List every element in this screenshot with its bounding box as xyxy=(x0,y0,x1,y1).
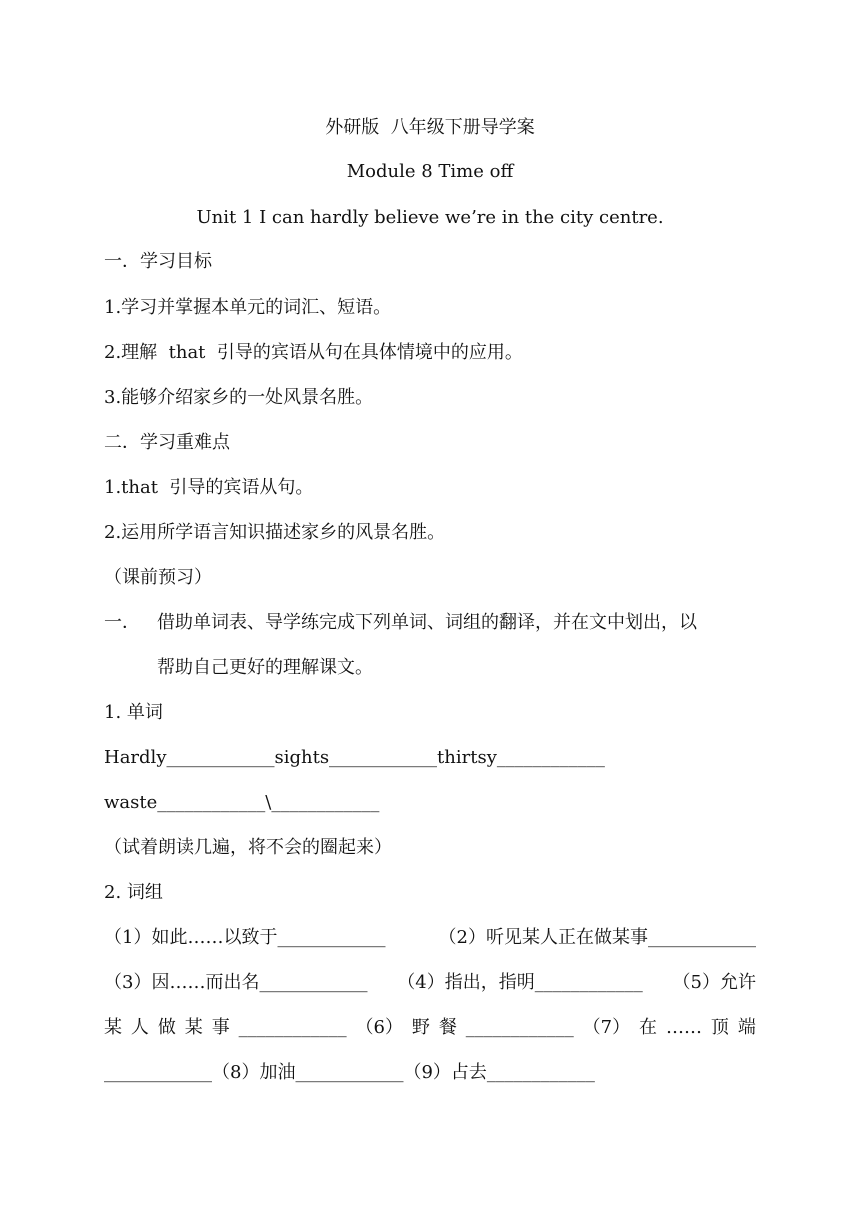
preview-label: （课前预习） xyxy=(104,567,212,588)
unit-title: Unit 1 I can hardly believe we’re in the city centre. xyxy=(196,207,664,228)
phrase-fragment: （6） xyxy=(355,1017,403,1038)
phrases-heading: 2. 词组 xyxy=(104,882,163,903)
goal-item: 3.能够介绍家乡的一处风景名胜。 xyxy=(104,387,374,408)
phrase-fragment: 做 xyxy=(157,1017,176,1038)
phrase-row: ____________（8）加油____________（9）占去____________ xyxy=(104,1062,595,1083)
words-blank-line: waste____________\____________ xyxy=(104,792,380,813)
task-instruction-line2: 帮助自己更好的理解课文。 xyxy=(157,657,373,678)
section-heading-goals: 一．学习目标 xyxy=(104,251,212,272)
phrase-row xyxy=(104,926,756,950)
phrase-fragment: 餐 xyxy=(438,1017,457,1038)
words-note: （试着朗读几遍，将不会的圈起来） xyxy=(104,837,392,858)
phrase-item: （1）如此……以致于____________ xyxy=(104,927,386,948)
key-point-item: 1.that 引导的宾语从句。 xyxy=(104,477,314,498)
words-heading: 1. 单词 xyxy=(104,702,163,723)
phrase-row xyxy=(104,971,756,995)
phrase-item: （5）允许 xyxy=(672,972,756,993)
phrase-fragment: 人 xyxy=(130,1017,149,1038)
goal-item: 1.学习并掌握本单元的词汇、短语。 xyxy=(104,297,392,318)
phrase-row xyxy=(104,1016,756,1040)
phrase-fragment: 顶 xyxy=(710,1017,729,1038)
document-title: 外研版 八年级下册导学案 xyxy=(325,117,535,138)
phrase-item: （2）听见某人正在做某事____________ xyxy=(438,927,756,948)
phrase-item: （3）因……而出名____________ xyxy=(104,972,368,993)
phrase-fragment: 事 xyxy=(211,1017,230,1038)
phrase-fragment: …… xyxy=(665,1017,702,1038)
phrase-fragment: 野 xyxy=(411,1017,430,1038)
section-heading-key-points: 二．学习重难点 xyxy=(104,432,230,453)
task-number: 一． xyxy=(104,612,140,633)
goal-item: 2.理解 that 引导的宾语从句在具体情境中的应用。 xyxy=(104,342,523,363)
key-point-item: 2.运用所学语言知识描述家乡的风景名胜。 xyxy=(104,522,446,543)
phrase-fragment: ____________ xyxy=(238,1017,347,1038)
phrase-fragment: 在 xyxy=(639,1017,658,1038)
phrase-fragment: 某 xyxy=(104,1017,122,1038)
words-blank-line: Hardly____________sights____________thirtsy____________ xyxy=(104,747,605,768)
phrase-fragment: （7） xyxy=(582,1017,631,1038)
phrase-fragment: 某 xyxy=(184,1017,203,1038)
task-instruction-line1: 借助单词表、导学练完成下列单词、词组的翻译，并在文中划出，以 xyxy=(157,612,697,633)
phrase-item: （4）指出，指明____________ xyxy=(397,972,643,993)
phrase-fragment: 端 xyxy=(737,1017,756,1038)
phrase-fragment: ____________ xyxy=(465,1017,574,1038)
module-title: Module 8 Time off xyxy=(346,161,514,182)
